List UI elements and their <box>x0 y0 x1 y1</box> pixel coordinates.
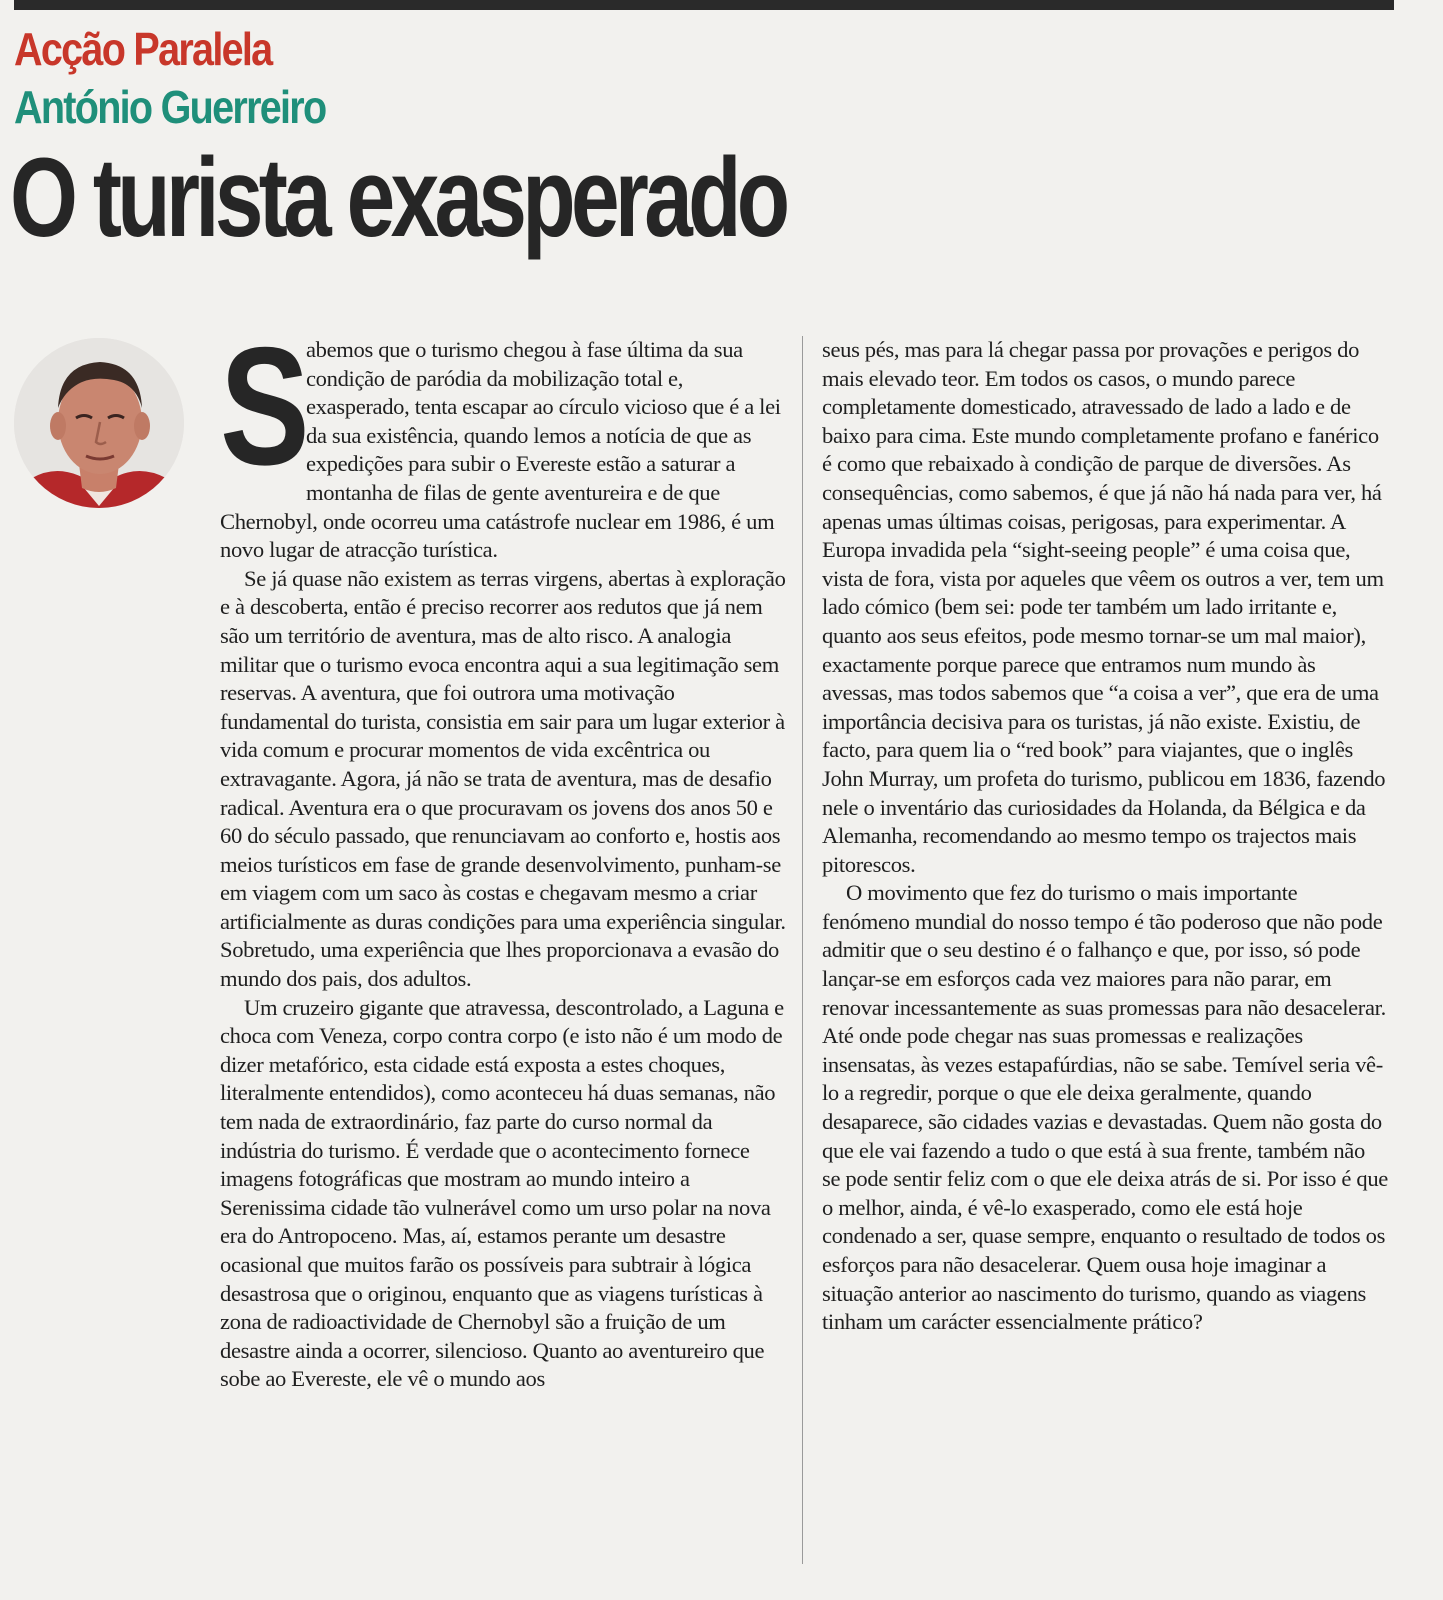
author-avatar <box>14 338 184 508</box>
drop-cap: S <box>220 312 310 500</box>
paragraph-3: Um cruzeiro gigante que atravessa, descontrolado, a Laguna e choca com Veneza, corpo contra corpo (e isto não é um modo de dizer metafórico, esta cidade está exposta a estes choques, literalmente entendidos), como aconteceu há duas semanas, não tem nada de extraordinário, faz parte do curso normal da indústria do turismo. É verdade que o acontecimento fornece imagens fotográficas que mostram ao mundo inteiro a Serenissima cidade tão vulnerável como um urso polar na nova era do Antropoceno. Mas, aí, estamos perante um desastre ocasional que muitos farão os possíveis para subtrair à lógica desastrosa que o originou, enquanto que as viagens turísticas à zona de radioactividade de Chernobyl são a fruição de um desastre ainda a ocorrer, silencioso. Quanto ao aventureiro que sobe ao Evereste, ele vê o mundo aos <box>220 994 784 1392</box>
article-column-1 <box>220 312 786 1394</box>
paragraph-4: O movimento que fez do turismo o mais importante fenómeno mundial do nosso tempo é tão poderoso que não pode admitir que o seu destino é o falhanço e que, por isso, só pode lançar-se em esforços cada vez maiores para não parar, em renovar incessantemente as suas promessas para não desacelerar. Até onde pode chegar nas suas promessas e realizações insensatas, às vezes estapafúrdias, não se sabe. Temível seria vê-lo a regredir, porque o que ele deixa geralmente, quando desaparece, são cidades vazias e devastadas. Quem não gosta do que ele vai fazendo a tudo o que está à sua frente, também não se pode sentir feliz com o que ele deixa atrás de si. Por isso é que o melhor, ainda, é vê-lo exasperado, como ele está hoje condenado a ser, quase sempre, enquanto o resultado de todos os esforços para não desacelerar. Quem ousa hoje imaginar a situação anterior ao nascimento do turismo, quando as viagens tinham um carácter essencialmente prático? <box>822 880 1388 1335</box>
paragraph-2: Se já quase não existem as terras virgens, abertas à exploração e à descoberta, então é preciso recorrer aos redutos que já nem são um território de aventura, mas de alto risco. A analogia militar que o turismo evoca encontra aqui a sua legitimação sem reservas. A aventura, que foi outrora uma motivação fundamental do turista, consistia em sair para um lugar exterior à vida comum e procurar momentos de vida excêntrica ou extravagante. Agora, já não se trata de aventura, mas de desafio radical. Aventura era o que procuravam os jovens dos anos 50 e 60 do século passado, que renunciavam ao conforto e, hostis aos meios turísticos em fase de grande desenvolvimento, punham-se em viagem com um saco às costas e chegavam mesmo a criar artificialmente as duras condições para uma experiência singular. Sobretudo, uma experiência que lhes proporcionava a evasão do mundo dos pais, dos adultos. <box>220 565 786 992</box>
paragraph-3-continued: seus pés, mas para lá chegar passa por provações e perigos do mais elevado teor. Em todos os casos, o mundo parece completamente domesticado, atravessado de lado a lado e de baixo para cima. Este mundo completamente profano e fanérico é como que rebaixado à condição de parque de diversões. As consequências, como sabemos, é que já não há nada para ver, há apenas umas últimas coisas, perigosas, para experimentar. A Europa invadida pela “sight-seeing people” é uma coisa que, vista de fora, vista por aqueles que vêem os outros a ver, tem um lado cómico (bem sei: pode ter também um lado irritante e, quanto aos seus efeitos, pode mesmo tornar-se um mal maior), exactamente porque parece que entramos num mundo às avessas, mas todos sabemos que “a coisa a ver”, que era de uma importância decisiva para os turistas, já não existe. Existiu, de facto, para quem lia o “red book” para viajantes, que o inglês John Murray, um profeta do turismo, publicou em 1836, fazendo nele o inventário das curiosidades da Holanda, da Bélgica e da Alemanha, recomendando ao mesmo tempo os trajectos mais pitorescos. <box>822 337 1386 877</box>
author-name: António Guerreiro <box>14 81 326 133</box>
author-portrait-icon <box>14 338 184 508</box>
article-column-2 <box>822 336 1388 1337</box>
paragraph-1: abemos que o turismo chegou à fase última da sua condição de paródia da mobilização total e, exasperado, tenta escapar ao círculo vicioso que é a lei da sua existência, quando lemos a notícia de que as expedições para subir o Evereste estão a saturar a montanha de filas de gente aventureira e de que Chernobyl, onde ocorreu uma catástrofe nuclear em 1986, é um novo lugar de atracção turística. <box>220 337 781 563</box>
column-divider <box>802 336 803 1564</box>
section-kicker: Acção Paralela <box>14 23 272 75</box>
top-rule <box>14 0 1394 10</box>
headline: O turista exasperado <box>10 135 786 260</box>
